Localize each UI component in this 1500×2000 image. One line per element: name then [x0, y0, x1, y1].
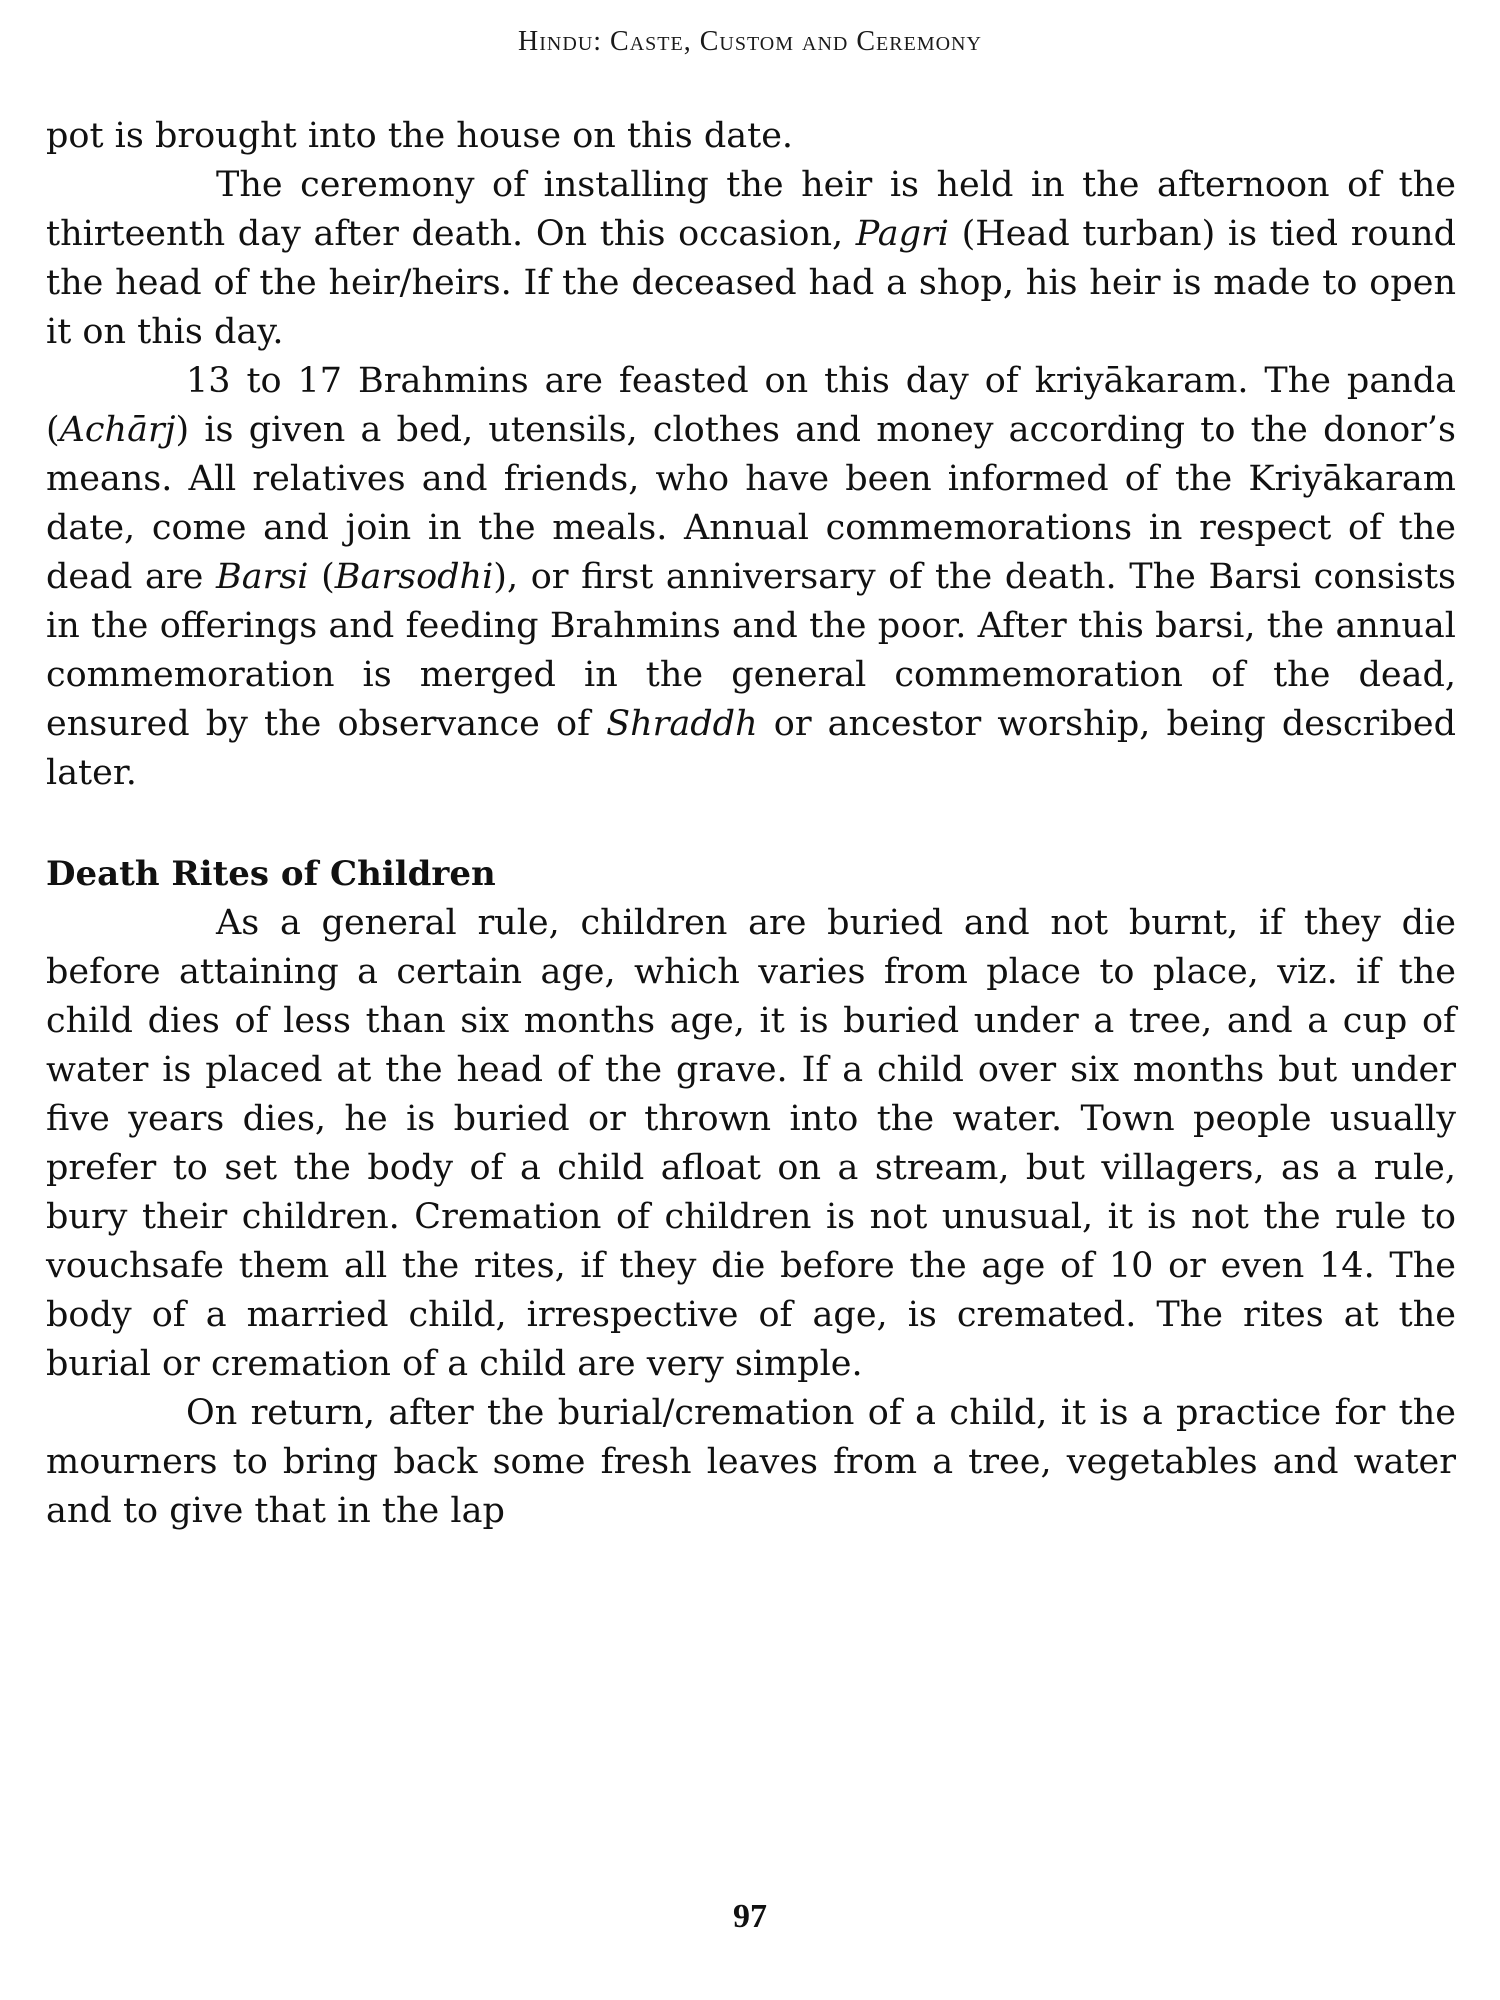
body-text [46, 112, 1456, 1536]
text-run: ( [308, 557, 335, 597]
running-header: Hindu: Caste, Custom and Ceremony [518, 26, 982, 57]
italic-term-acharj: Achārj [59, 410, 176, 450]
italic-term-shraddh: Shraddh [606, 704, 758, 744]
text-run: 13 to 17 Brahmins are feasted on this day of kriyākaram. The panda ( [46, 361, 1456, 450]
text-run: ) is given a bed, utensils, clothes and money according to the donor’s means. All relatives and friends, who have been informed of the Kriyākaram date, come and join in the meals. Annual commemorations in respect of the dead are [46, 410, 1456, 597]
text-run: ), or first anniversary of the death. The Barsi consists in the offerings and feeding Brahmins and the poor. After this barsi, the annual commemoration is merged in the general commemoration of the dead, ensured by the observance of [46, 557, 1457, 744]
paragraph-children-burial: As a general rule, children are buried and not burnt, if they die before attaining a certain age, which varies from place to place, viz. if the child dies of less than six months age, it is buried under a tree, and a cup of water is placed at the head of the grave. If a child over six months but under five years dies, he is buried or thrown into the water. Town people usually prefer to set the body of a child afloat on a stream, but villagers, as a rule, bury their children. Cremation of children is not unusual, it is not the rule to vouchsafe them all the rites, if they die before the age of 10 or even 14. The body of a married child, irrespective of age, is cremated. The rites at the burial or cremation of a child are very simple. [46, 903, 1456, 1384]
page-number: 97 [733, 1898, 767, 1935]
italic-term-barsodhi: Barsodhi [334, 557, 494, 597]
text-run: or ancestor worship, being described later. [46, 704, 1456, 793]
paragraph-mourners-return: On return, after the burial/cremation of a child, it is a practice for the mourners to bring back some fresh leaves from a tree, vegetables and water and to give that in the lap [46, 1393, 1456, 1531]
paragraph-continuation: pot is brought into the house on this date. [46, 116, 794, 156]
italic-term-pagri: Pagri [855, 214, 949, 254]
section-heading: Death Rites of Children [46, 854, 496, 894]
paragraph-gap [46, 798, 1456, 850]
text-run: The ceremony of installing the heir is held in the afternoon of the thirteenth day after death. On this occasion, [46, 165, 1456, 254]
paragraph-heir-ceremony [46, 161, 1456, 357]
italic-term-barsi: Barsi [216, 557, 309, 597]
text-run: (Head turban) is tied round the head of the heir/heirs. If the deceased had a shop, his heir is made to open it on this day. [46, 214, 1456, 352]
paragraph-brahmins-feast [46, 357, 1456, 798]
